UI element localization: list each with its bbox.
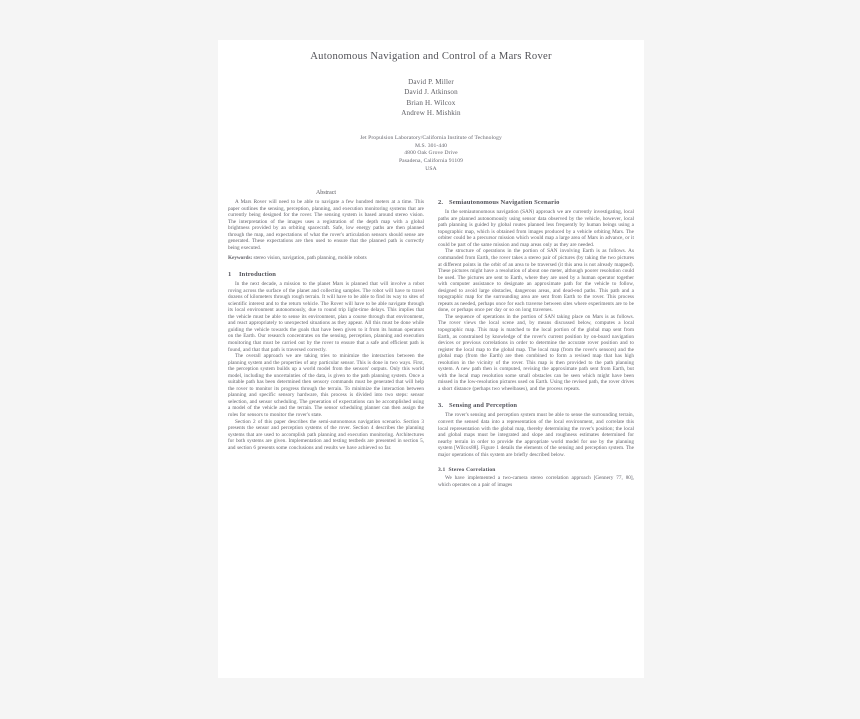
page-content	[228, 48, 634, 488]
section-paragraph: The structure of operations in the portion of SAN involving Earth is as follows. As commanded from Earth, the rover takes a stereo pair of pictures (by taking the two pictures at different points in the orbit of an area to be traversed (it this area is not already mapped). These pictures might have a resolution of about one meter, although poorer resolution could be used. The pictures are sent to Earth, where they are used by a human operator together with computer assistance to designate an approximate path for the vehicle to follow, designed to avoid large obstacles, dangerous areas, and dead-end paths. This path and a topographic map for the surrounding area are sent from Earth to the rover. This process repeats as needed, perhaps once for each traverse between sites where experiments are to be done, or perhaps once per day or so on long traverses.	[438, 248, 634, 314]
affiliation-line: 4800 Oak Grove Drive	[404, 150, 458, 157]
page-title: Autonomous Navigation and Control of a Mars Rover	[310, 51, 552, 62]
section-heading-sensing-perception	[438, 401, 634, 410]
abstract-body: A Mars Rover will need to be able to navigate a few hundred meters at a time. This paper outlines the sensing, perception, planning, and execution monitoring systems that are currently being designed for the rover. The sensing system is based around stereo vision. The interpretation of the images uses a registration of the depth map with a global brightness provided by an orbiting spacecraft. Safe, low energy paths are then planned through the map, and expectations of what the rover's articulation sensors should sense are generated. These expectations are then used to ensure that the planned path is correctly being executed.	[228, 199, 424, 251]
section-paragraph: In the next decade, a mission to the planet Mars is planned that will involve a robot roving across the surface of the planet and collecting samples. The robot will have to travel dozens of kilometers through rough terrain. It will have to be able to find its way to sites of scientific interest and to the return vehicle. The Rover will have to be able navigate through its local environment autonomously, due to round trip light-time delays. This implies that the vehicle must be able to sense its environment, plan a course through that environment, and react appropriately to unexpected situations as they appear. All this must be done while guiding the vehicle towards the goals that have been given to it from its human operators on the Earth. Our research concentrates on the sensing, perception, planning and execution monitoring that must be carried out by the rover to ensure that a safe and efficient path is found, and that that path is traversed correctly.	[228, 281, 424, 353]
right-column	[438, 189, 634, 488]
keywords-values: stereo vision, navigation, path planning, mobile robots	[253, 254, 367, 261]
scan-layer	[218, 40, 644, 678]
two-column-body	[228, 189, 634, 488]
section-heading-introduction	[228, 270, 424, 279]
author-name: Andrew H. Mishkin	[401, 108, 461, 117]
section-paragraph: The overall approach we are taking tries to minimize the interaction between the planning system and the properties of any particular sensor. This is done in two ways. First, the perception system builds up a world model from the sensors' outputs. Only this world model, including the uncertainties of the data, is given to the path planning system. Once a suitable path has been determined then sensory commands must be generated that will help the rover to monitor its progress through the terrain. To minimize the interaction between planning and specific sensory hardware, this process is divided into two steps: sensor selection, and sensor scheduling. The generation of expectations can be accomplished using a model of the vehicle and the terrain. The sensor scheduling planner can then assign the roles for sensors to monitor the rover's state.	[228, 353, 424, 419]
affiliation-block	[228, 135, 634, 173]
section-number: 2.	[438, 199, 444, 207]
abstract-heading: Abstract	[316, 190, 336, 197]
subsection-heading-stereo-correlation	[438, 466, 634, 474]
author-list	[228, 77, 634, 118]
left-column	[228, 189, 424, 451]
affiliation-line: M.S. 301-440	[414, 142, 448, 149]
section-title: Sensing and Perception	[449, 402, 518, 410]
author-name: Brian H. Wilcox	[406, 98, 456, 107]
section-heading-navigation-scenario	[438, 198, 634, 207]
section-paragraph: In the semiautonomous navigation (SAN) approach we are currently investigating, local paths are planned autonomously using sensor data observed by the vehicle, however, local path planning is guided by global routes planned less frequently by human beings using a topographic map, which is obtained from images produced by a vehicle orbiting Mars. The orbiter could be a precursor mission which would map a large area of Mars in advance, or it could be part of the same mission and map areas only as they are needed.	[438, 209, 634, 248]
subsection-number: 3.1	[438, 467, 446, 474]
section-title: Semiautonomous Navigation Scenario	[449, 199, 560, 207]
scanned-paper-page	[218, 40, 644, 678]
keywords-label: Keywords:	[228, 254, 253, 261]
section-paragraph: The rover's sensing and perception system must be able to sense the surrounding terrain, convert the sensed data into a representation of the local environment, and correlate this local representation with the global map, thereby determining the rover's position; the local and global maps must be integrated and slope and roughness estimates determined for nearby terrain in order to provide the appropriate world model for use by the planning system [Wilcox88]. Figure 1 details the elements of the sensing and perception system. The major operations of this system are briefly described below.	[438, 412, 634, 458]
section-number: 1	[228, 271, 232, 279]
section-paragraph: The sequence of operations in the portion of SAN taking place on Mars is as follows. The rover views the local scene and, by means discussed below, computes a local topographic map. This map is matched to the local portion of the global map sent from Earth, as constrained by knowledge of the rover's current position by on-board navigation devices or previous correlations in order to determine the accurate rover position and to register the local map to the global map. The local map (from the rover's sensors) and the global map (from the Earth) are then combined to form a revised map that has high resolution in the vicinity of the rover. This map is then provided to the path planning system. A new path then is computed, revising the approximate path sent from Earth, but with the local map resolution some small obstacles can be seen which might have been missed in the low-resolution pictures used on Earth. Using the revised path, the rover drives a short distance (perhaps two wheelbases), and the process repeats.	[438, 313, 634, 392]
affiliation-line: Pasadena, California 91109	[398, 157, 464, 164]
subsection-title: Stereo Correlation	[448, 467, 496, 474]
section-paragraph: Section 2 of this paper describes the semi-autonomous navigation scenario. Section 3 presents the sensor and perception systems of the rover. Section 4 describes the planning systems that are used to accomplish path planning and execution monitoring. Architectures for both systems are given. Implementation and testing testbeds are presented in section 5, and section 6 presents some conclusions and results we have achieved so far.	[228, 418, 424, 451]
title-block	[228, 48, 634, 173]
subsection-paragraph: We have implemented a two-camera stereo correlation approach [Gennery 77, 80], which operates on a pair of images	[438, 475, 634, 488]
section-title: Introduction	[239, 271, 277, 279]
author-name: David P. Miller	[408, 78, 454, 86]
section-number: 3.	[438, 402, 444, 410]
affiliation-line: USA	[425, 165, 437, 172]
author-name: David J. Atkinson	[404, 88, 458, 97]
affiliation-line: Jet Propulsion Laboratory/California Institute of Technology	[360, 135, 502, 142]
keywords-line	[228, 255, 424, 262]
